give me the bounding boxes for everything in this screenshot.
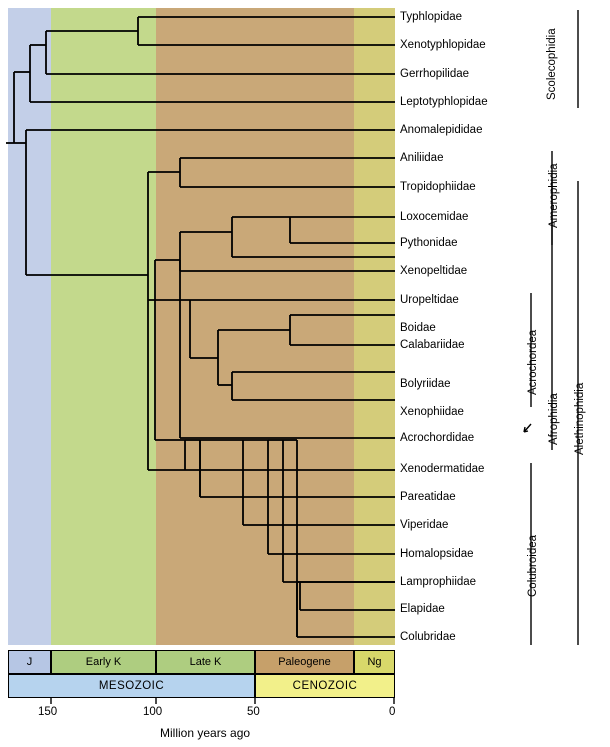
tip-label-xenodermatidae: Xenodermatidae (400, 463, 485, 475)
tip-label-pythonidae: Pythonidae (400, 237, 458, 249)
tip-label-elapidae: Elapidae (400, 603, 445, 615)
clade-label-scolecophidia: Scolecophidia (546, 28, 558, 100)
tip-label-tropidophiidae: Tropidophiidae (400, 181, 476, 193)
tip-label-pareatidae: Pareatidae (400, 491, 456, 503)
tip-label-lamprophiidae: Lamprophiidae (400, 576, 477, 588)
tip-label-calabariidae: Calabariidae (400, 339, 465, 351)
tip-label-uropeltidae: Uropeltidae (400, 294, 459, 306)
axis-title: Million years ago (160, 726, 251, 740)
period-j: J (8, 650, 51, 674)
axis-tick-0: 0 (389, 706, 396, 718)
era-cenozoic: CENOZOIC (255, 674, 395, 698)
axis-tick-50: 50 (247, 706, 260, 718)
tip-label-loxocemidae: Loxocemidae (400, 211, 469, 223)
tip-label-xenophiidae: Xenophiidae (400, 406, 464, 418)
tip-label-xenotyphlopidae: Xenotyphlopidae (400, 39, 486, 51)
tip-label-aniliidae: Aniliidae (400, 152, 444, 164)
clade-label-acrochordea: Acrochordea (527, 329, 539, 395)
tip-label-gerrhopilidae: Gerrhopilidae (400, 68, 470, 80)
period-paleogene: Paleogene (255, 650, 354, 674)
clade-label-afrophidia: Afrophidia (548, 393, 560, 445)
tip-label-typhlopidae: Typhlopidae (400, 11, 463, 23)
period-late-k: Late K (156, 650, 255, 674)
tip-label-colubridae: Colubridae (400, 631, 456, 643)
axis-ticks (0, 698, 610, 712)
tip-label-anomalepididae: Anomalepididae (400, 124, 483, 136)
time-shading (8, 8, 395, 645)
era-mesozoic: MESOZOIC (8, 674, 255, 698)
period-early-k: Early K (51, 650, 156, 674)
tip-label-boidae: Boidae (400, 322, 436, 334)
tip-label-xenopeltidae: Xenopeltidae (400, 265, 468, 277)
axis-tick-100: 100 (143, 706, 163, 718)
tip-label-homalopsidae: Homalopsidae (400, 548, 474, 560)
tip-label-bolyriidae: Bolyriidae (400, 378, 451, 390)
tip-label-leptotyphlopidae: Leptotyphlopidae (400, 96, 488, 108)
tip-label-viperidae: Viperidae (400, 519, 449, 531)
axis-tick-150: 150 (38, 706, 58, 718)
tip-label-acrochordidae: Acrochordidae (400, 432, 475, 444)
clade-label-colubroidea: Colubroidea (527, 534, 539, 597)
clade-label-amerophidia: Amerophidia (548, 163, 560, 228)
clade-label-alethinophidia: Alethinophidia (574, 382, 586, 455)
period-ng: Ng (354, 650, 395, 674)
